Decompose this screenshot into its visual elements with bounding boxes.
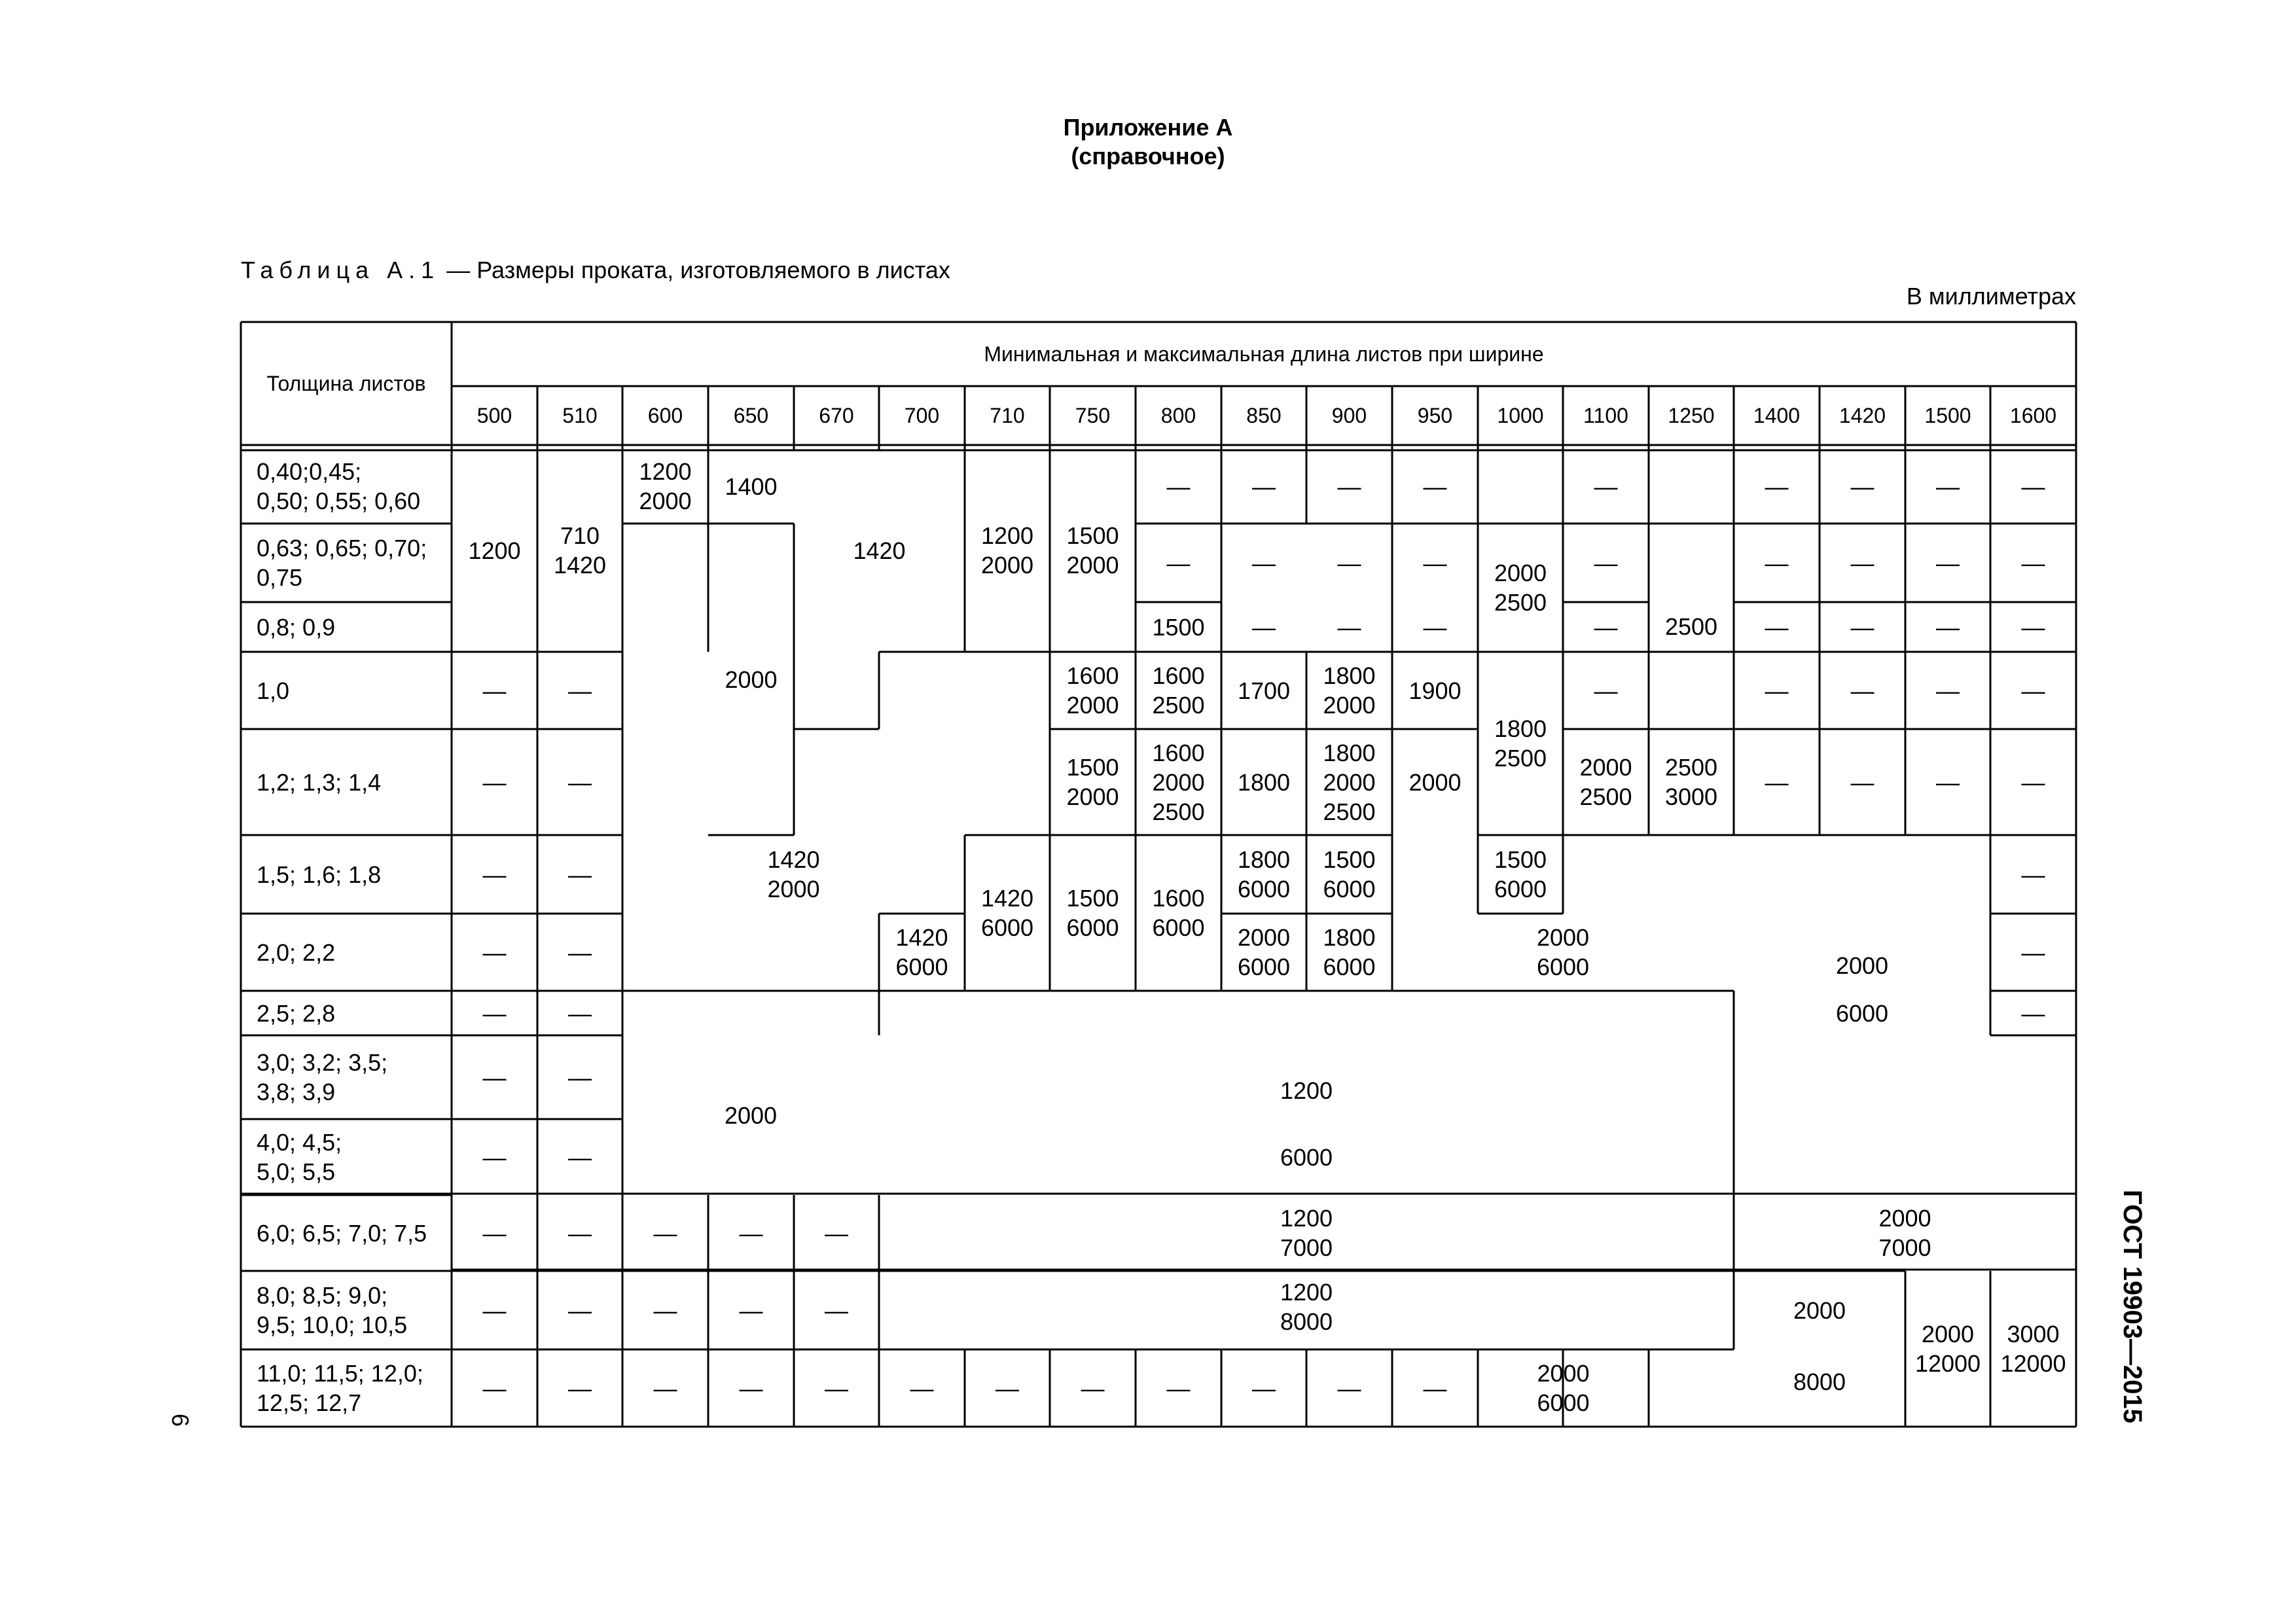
value-i-2000-2500: 2000 2500 [1494, 560, 1547, 616]
dash-cell: — [825, 1296, 848, 1324]
value-p-1800-2000: 1800 2000 [1323, 662, 1376, 719]
dash-cell: — [568, 1063, 592, 1091]
value-aq-2000-7000: 2000 7000 [1878, 1205, 1931, 1261]
value-al-6000: 6000 [1835, 999, 1889, 1027]
value-as-2000: 2000 [1793, 1296, 1846, 1324]
value-ae-1500-6000: 1500 6000 [1323, 846, 1376, 902]
value-f-1200-2000: 1200 2000 [980, 522, 1034, 579]
width-header-1400: 1400 [1753, 403, 1801, 427]
table-number: Таблица А.1 [241, 257, 440, 283]
value-at-8000: 8000 [1793, 1368, 1846, 1395]
dash-cell: — [653, 1296, 677, 1324]
dash-cell: — [482, 1063, 507, 1091]
width-header-900: 900 [1331, 403, 1367, 427]
width-header-650: 650 [733, 403, 769, 427]
dash-cell: — [568, 861, 592, 888]
dash-cell: — [2021, 861, 2045, 888]
value-o-1700: 1700 [1237, 677, 1291, 704]
thickness-row-2: 0,63; 0,65; 0,70; 0,75 [257, 535, 427, 591]
thickness-row-12: 8,0; 8,5; 9,0; 9,5; 10,0; 10,5 [257, 1282, 408, 1338]
width-header-600: 600 [647, 403, 683, 427]
dash-cell: — [1850, 768, 1874, 796]
value-g-1500-2000: 1500 2000 [1066, 522, 1119, 579]
dash-cell: — [482, 938, 507, 966]
dash-cell: — [1765, 473, 1789, 500]
dash-cell: — [2021, 677, 2045, 704]
dash-cell: — [1594, 677, 1618, 704]
value-u-1800: 1800 [1237, 768, 1291, 796]
dash-cell: — [1252, 1374, 1276, 1402]
dash-cell: — [1423, 549, 1447, 577]
value-e-1420: 1420 [853, 537, 906, 564]
dash-cell: — [1850, 677, 1874, 704]
value-y-2500-3000: 2500 3000 [1664, 754, 1718, 810]
value-aa-1420-6000: 1420 6000 [980, 885, 1034, 941]
dash-cell: — [1594, 613, 1618, 641]
dash-cell: — [2021, 613, 2045, 641]
width-header-1420: 1420 [1839, 403, 1886, 427]
width-header-670: 670 [819, 403, 854, 427]
thickness-row-7: 2,0; 2,2 [257, 938, 336, 966]
dash-cell: — [1166, 1374, 1191, 1402]
dash-cell: — [739, 1296, 763, 1324]
thickness-row-8: 2,5; 2,8 [257, 999, 336, 1027]
dash-cell: — [1166, 549, 1191, 577]
dash-cell: — [1252, 549, 1276, 577]
dash-cell: — [825, 1374, 848, 1402]
dash-cell: — [653, 1374, 677, 1402]
dash-cell: — [2021, 549, 2045, 577]
dash-cell: — [482, 999, 507, 1027]
value-ah-2000-6000: 2000 6000 [1237, 924, 1291, 980]
dash-cell: — [568, 999, 592, 1027]
standard-designation: ГОСТ 19903—2015 [2118, 1190, 2147, 1423]
value-h-2000: 2000 [725, 666, 778, 693]
dash-cell: — [739, 1219, 763, 1247]
dash-cell: — [482, 677, 507, 704]
value-an-1200: 1200 [1280, 1077, 1333, 1104]
width-header-1250: 1250 [1668, 403, 1715, 427]
width-header-750: 750 [1075, 403, 1111, 427]
dash-cell: — [1337, 473, 1361, 500]
thickness-row-5: 1,2; 1,3; 1,4 [257, 768, 382, 796]
value-z-1420-2000: 1420 2000 [767, 846, 820, 902]
dash-cell: — [1594, 473, 1618, 500]
thickness-row-4: 1,0 [257, 677, 290, 704]
dash-cell: — [996, 1374, 1019, 1402]
value-ap-1200-7000: 1200 7000 [1280, 1205, 1333, 1261]
dash-cell: — [1594, 549, 1618, 577]
dash-cell: — [1337, 549, 1361, 577]
value-aj-2000-6000: 2000 6000 [1536, 924, 1590, 980]
dash-cell: — [1765, 549, 1789, 577]
width-header-800: 800 [1160, 403, 1196, 427]
dash-cell: — [1423, 613, 1447, 641]
dash-cell: — [1936, 473, 1960, 500]
appendix-subtitle: (справочное) [1071, 143, 1225, 169]
dash-cell: — [1850, 549, 1874, 577]
length-header: Минимальная и максимальная длина листов при ширине [984, 342, 1544, 366]
dash-cell: — [1765, 768, 1789, 796]
width-header-500: 500 [476, 403, 512, 427]
dash-cell: — [568, 938, 592, 966]
dash-cell: — [482, 1374, 507, 1402]
dash-cell: — [568, 1296, 592, 1324]
value-au-2000-12000: 2000 12000 [1914, 1321, 1981, 1377]
dash-cell: — [2021, 999, 2045, 1027]
dash-cell: — [568, 1143, 592, 1171]
thickness-row-6: 1,5; 1,6; 1,8 [257, 861, 382, 888]
dash-cell: — [910, 1374, 934, 1402]
dash-cell: — [1936, 549, 1960, 577]
value-a-1200: 1200 [468, 537, 521, 564]
dash-cell: — [1850, 473, 1874, 500]
dash-cell: — [1252, 613, 1276, 641]
value-m-1600-2000: 1600 2000 [1066, 662, 1119, 719]
dash-cell: — [1936, 613, 1960, 641]
dash-cell: — [1936, 768, 1960, 796]
value-n-1600-2500: 1600 2500 [1152, 662, 1205, 719]
value-aw-2000-6000: 2000 6000 [1537, 1360, 1590, 1416]
value-av-3000-12000: 3000 12000 [2000, 1321, 2066, 1377]
value-k-2500: 2500 [1664, 613, 1718, 640]
value-am-2000: 2000 [724, 1101, 778, 1129]
dash-cell: — [482, 1296, 507, 1324]
width-header-1600: 1600 [2009, 403, 2057, 427]
dash-cell: — [825, 1219, 848, 1247]
dash-cell: — [1166, 473, 1191, 500]
dash-cell: — [1423, 1374, 1447, 1402]
dash-cell: — [2021, 768, 2045, 796]
dash-cell: — [482, 768, 507, 796]
dash-cell: — [568, 768, 592, 796]
dash-cell: — [1081, 1374, 1105, 1402]
width-header-700: 700 [904, 403, 940, 427]
dash-cell: — [482, 1143, 507, 1171]
value-ao-6000: 6000 [1280, 1143, 1333, 1171]
value-t-1600-2000-2500: 1600 2000 2500 [1152, 739, 1205, 825]
dash-cell: — [1850, 613, 1874, 641]
width-header-850: 850 [1246, 403, 1282, 427]
dash-cell: — [653, 1219, 677, 1247]
dash-cell: — [568, 1374, 592, 1402]
dash-cell: — [1765, 613, 1789, 641]
width-header-710: 710 [990, 403, 1025, 427]
page-number: 6 [167, 1414, 194, 1427]
thickness-header: Толщина листов [266, 371, 426, 395]
value-ag-1420-6000: 1420 6000 [895, 924, 948, 980]
dash-cell: — [482, 861, 507, 888]
value-c-1200-2000: 1200 2000 [639, 458, 692, 514]
dash-cell: — [1337, 613, 1361, 641]
value-ai-1800-6000: 1800 6000 [1323, 924, 1376, 980]
thickness-row-11: 6,0; 6,5; 7,0; 7,5 [257, 1219, 427, 1247]
width-header-1100: 1100 [1583, 403, 1628, 427]
value-ar-1200-8000: 1200 8000 [1280, 1279, 1333, 1335]
value-af-1500-6000: 1500 6000 [1494, 846, 1547, 902]
dash-cell: — [2021, 473, 2045, 500]
dash-cell: — [1252, 473, 1276, 500]
thickness-row-1: 0,40;0,45; 0,50; 0,55; 0,60 [257, 458, 421, 514]
width-header-1500: 1500 [1924, 403, 1971, 427]
value-q-1900: 1900 [1408, 677, 1462, 704]
width-header-950: 950 [1417, 403, 1453, 427]
dash-cell: — [1337, 1374, 1361, 1402]
thickness-row-9: 3,0; 3,2; 3,5; 3,8; 3,9 [257, 1049, 388, 1105]
value-r-1800-2500: 1800 2500 [1494, 715, 1547, 772]
value-j-1500: 1500 [1152, 613, 1205, 641]
value-w-2000: 2000 [1408, 768, 1462, 796]
width-header-510: 510 [562, 403, 598, 427]
dash-cell: — [739, 1374, 763, 1402]
units-note: В миллиметрах [1906, 283, 2076, 310]
dash-cell: — [482, 1219, 507, 1247]
value-d-1400: 1400 [725, 473, 778, 500]
thickness-row-3: 0,8; 0,9 [257, 613, 336, 641]
value-ak-2000: 2000 [1835, 952, 1889, 979]
dash-cell: — [1423, 473, 1447, 500]
table-title: — Размеры проката, изготовляемого в листах [440, 257, 950, 283]
value-x-2000-2500: 2000 2500 [1579, 754, 1632, 810]
dash-cell: — [1765, 677, 1789, 704]
width-header-1000: 1000 [1497, 403, 1544, 427]
dash-cell: — [568, 1219, 592, 1247]
value-v-1800-2000-2500: 1800 2000 2500 [1323, 739, 1376, 825]
dash-cell: — [2021, 938, 2045, 966]
thickness-row-13: 11,0; 11,5; 12,0; 12,5; 12,7 [257, 1360, 423, 1416]
appendix-title: Приложение А [1063, 114, 1233, 141]
value-b-710-1420: 710 1420 [553, 522, 607, 579]
value-ad-1800-6000: 1800 6000 [1237, 846, 1291, 902]
value-s-1500-2000: 1500 2000 [1066, 754, 1119, 810]
value-ab-1500-6000: 1500 6000 [1066, 885, 1119, 941]
value-ac-1600-6000: 1600 6000 [1152, 885, 1205, 941]
thickness-row-10: 4,0; 4,5; 5,0; 5,5 [257, 1129, 342, 1185]
dash-cell: — [568, 677, 592, 704]
dash-cell: — [1936, 677, 1960, 704]
